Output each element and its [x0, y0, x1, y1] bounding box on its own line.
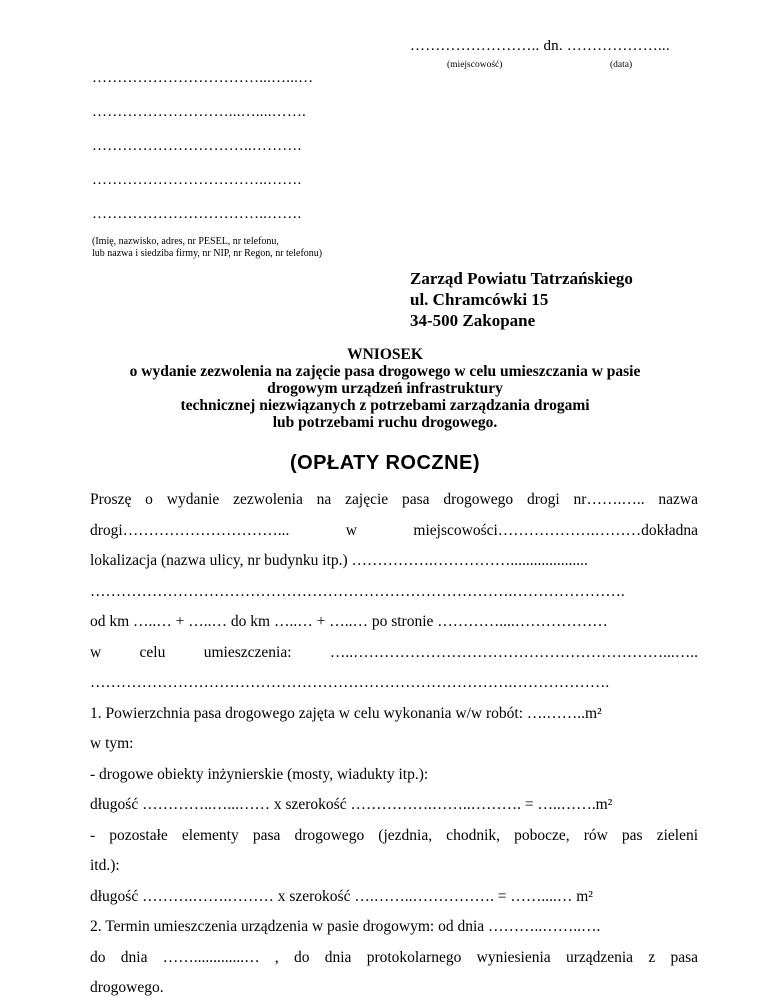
date-caption: (data) [610, 60, 633, 70]
title-line-3: technicznej niezwiązanych z potrzebami zarządzania drogami [180, 397, 590, 414]
body-line-7: ……………………………………………………………………….………………. [90, 674, 610, 691]
body-line-17: drogowego. [90, 979, 164, 996]
body-line-11: długość …………..…...…… x szerokość …………….……..………. = …..…….m² [90, 796, 613, 813]
recipient-line-1: Zarząd Powiatu Tatrzańskiego [410, 269, 633, 288]
body-line-4: ……………………………………………………………………….…………………. [90, 582, 625, 600]
applicant-caption [92, 236, 432, 260]
body-line-3: lokalizacja (nazwa ulicy, nr budynku itp.) …………….…………….................... [90, 552, 588, 569]
body-line-15: 2. Termin umieszczenia urządzenia w pasie drogowym: od dnia ………..……..…. [90, 918, 601, 935]
applicant-line-3: …………………………..………. [92, 138, 302, 154]
body-line-16: do dnia …….............… , do dnia protokolarnego wyniesienia urządzenia z pasa [90, 948, 698, 966]
place-caption: (miejscowość) [447, 60, 503, 70]
form-body [90, 485, 698, 1004]
applicant-caption-line-1: (Imię, nazwisko, adres, nr PESEL, nr telefonu, [92, 236, 279, 247]
recipient-address [410, 268, 633, 331]
title-line-1: o wydanie zezwolenia na zajęcie pasa drogowego w celu umieszczania w pasie [129, 363, 641, 380]
body-line-8: 1. Powierzchnia pasa drogowego zajęta w celu wykonania w/w robót: ….……..m² [90, 704, 602, 722]
title-line-4: lub potrzebami ruchu drogowego. [272, 414, 498, 431]
recipient-line-3: 34-500 Zakopane [410, 311, 536, 330]
applicant-line-1: ……………………………...…...… [92, 70, 314, 86]
applicant-line-4: ……………………………..……. [92, 172, 302, 188]
applicant-line-2: ………………………...…....……. [92, 104, 306, 120]
place-date-line: …………………….. dn. ………………... [410, 38, 670, 54]
title-line-2: drogowym urządzeń infrastruktury [267, 380, 503, 397]
body-line-5: od km …..… + …..… do km …..… + …..… po stronie …………....……………… [90, 613, 608, 630]
body-line-9: w tym: [90, 735, 134, 752]
body-line-1: Proszę o wydanie zezwolenia na zajęcie pasa drogowego drogi nr…….….. nazwa [90, 491, 698, 508]
document-title [80, 346, 690, 431]
body-line-13: itd.): [90, 857, 120, 874]
body-line-2: drogi…………………………... w miejscowości……………….………dokładna [90, 521, 698, 539]
body-line-6: w celu umieszczenia: …..……………………………………………………...….. [90, 643, 698, 661]
document-subtitle: (OPŁATY ROCZNE) [289, 452, 481, 474]
recipient-line-2: ul. Chramcówki 15 [410, 290, 549, 309]
applicant-line-5: ……………………………..……. [92, 206, 302, 222]
body-line-10: - drogowe obiekty inżynierskie (mosty, wiadukty itp.): [90, 765, 429, 783]
title-heading: WNIOSEK [347, 346, 423, 363]
body-line-14: długość ……….…….……… x szerokość ….……..……………. = ……....… m² [90, 887, 593, 905]
body-line-12: - pozostałe elementy pasa drogowego (jezdnia, chodnik, pobocze, rów pas zieleni [90, 826, 698, 844]
applicant-caption-line-2: lub nazwa i siedziba firmy, nr NIP, nr Regon, nr telefonu) [92, 248, 323, 259]
